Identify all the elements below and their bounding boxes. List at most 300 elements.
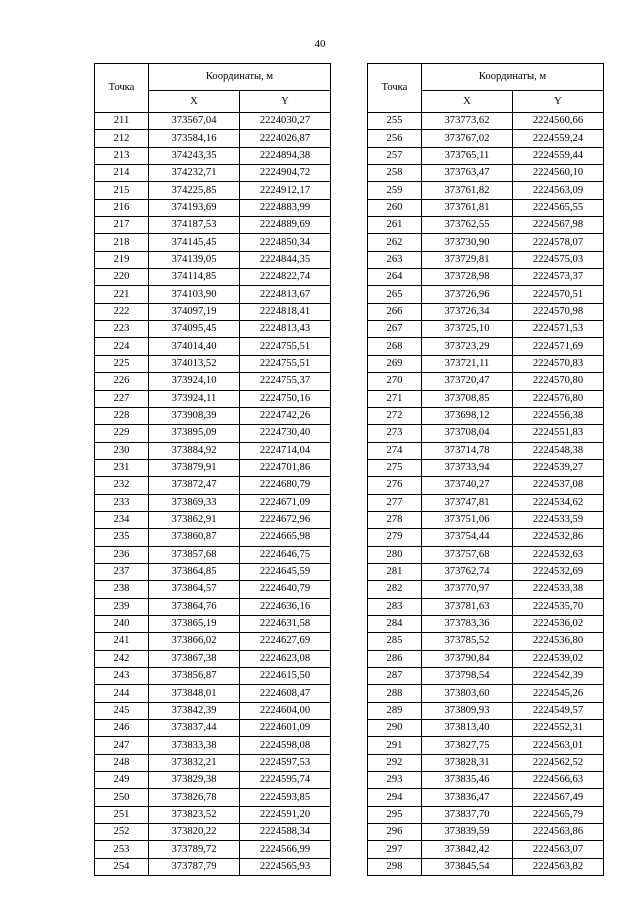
header-x: X: [422, 91, 513, 113]
table-row: [368, 668, 604, 685]
table-row: [368, 321, 604, 338]
cell-y: 2224548,38: [513, 442, 604, 459]
table-row: [95, 355, 331, 372]
cell-x: 373924,10: [149, 373, 240, 390]
cell-y: 2224533,38: [513, 581, 604, 598]
coordinates-table-right: [367, 63, 604, 876]
cell-x: 373842,42: [422, 841, 513, 858]
table-row: [368, 615, 604, 632]
table-row: [368, 754, 604, 771]
cell-point: 278: [368, 511, 422, 528]
table-row: [368, 355, 604, 372]
table-row: [368, 494, 604, 511]
table-row: [368, 702, 604, 719]
cell-y: 2224631,58: [240, 615, 331, 632]
cell-x: 373708,04: [422, 425, 513, 442]
table-row: [95, 251, 331, 268]
cell-y: 2224533,59: [513, 511, 604, 528]
table-row: [368, 650, 604, 667]
cell-x: 373763,47: [422, 165, 513, 182]
cell-x: 373837,44: [149, 720, 240, 737]
table-row: [368, 737, 604, 754]
cell-y: 2224818,41: [240, 303, 331, 320]
cell-point: 230: [95, 442, 149, 459]
cell-x: 373872,47: [149, 477, 240, 494]
cell-point: 264: [368, 269, 422, 286]
cell-point: 237: [95, 563, 149, 580]
table-row: [95, 737, 331, 754]
cell-point: 283: [368, 598, 422, 615]
cell-point: 221: [95, 286, 149, 303]
cell-y: 2224665,98: [240, 529, 331, 546]
cell-y: 2224904,72: [240, 165, 331, 182]
cell-x: 373698,12: [422, 407, 513, 424]
cell-y: 2224672,96: [240, 511, 331, 528]
cell-point: 277: [368, 494, 422, 511]
cell-x: 374187,53: [149, 217, 240, 234]
cell-y: 2224562,52: [513, 754, 604, 771]
cell-point: 275: [368, 459, 422, 476]
cell-y: 2224593,85: [240, 789, 331, 806]
cell-point: 287: [368, 668, 422, 685]
table-row: [95, 581, 331, 598]
cell-x: 373761,81: [422, 199, 513, 216]
cell-x: 373733,94: [422, 459, 513, 476]
cell-x: 373848,01: [149, 685, 240, 702]
table-row: [95, 234, 331, 251]
table-row: [95, 806, 331, 823]
table-row: [368, 529, 604, 546]
table-row: [95, 338, 331, 355]
cell-point: 262: [368, 234, 422, 251]
table-row: [368, 477, 604, 494]
table-row: [368, 390, 604, 407]
cell-y: 2224563,09: [513, 182, 604, 199]
table-row: [368, 511, 604, 528]
cell-y: 2224595,74: [240, 772, 331, 789]
cell-x: 374193,69: [149, 199, 240, 216]
cell-x: 373833,38: [149, 737, 240, 754]
cell-point: 248: [95, 754, 149, 771]
cell-y: 2224742,26: [240, 407, 331, 424]
table-row: [95, 720, 331, 737]
cell-x: 373860,87: [149, 529, 240, 546]
cell-y: 2224532,86: [513, 529, 604, 546]
cell-point: 251: [95, 806, 149, 823]
cell-point: 215: [95, 182, 149, 199]
table-row: [368, 234, 604, 251]
table-row: [95, 685, 331, 702]
coordinates-table-left: [94, 63, 331, 876]
cell-point: 253: [95, 841, 149, 858]
cell-point: 222: [95, 303, 149, 320]
cell-x: 373785,52: [422, 633, 513, 650]
cell-x: 373864,85: [149, 563, 240, 580]
cell-y: 2224560,10: [513, 165, 604, 182]
cell-y: 2224645,59: [240, 563, 331, 580]
table-row: [368, 581, 604, 598]
cell-point: 211: [95, 113, 149, 130]
cell-x: 373762,55: [422, 217, 513, 234]
cell-point: 284: [368, 615, 422, 632]
cell-x: 373757,68: [422, 546, 513, 563]
table-row: [95, 407, 331, 424]
cell-x: 373842,39: [149, 702, 240, 719]
cell-x: 373726,96: [422, 286, 513, 303]
cell-point: 282: [368, 581, 422, 598]
cell-x: 373826,78: [149, 789, 240, 806]
cell-y: 2224532,63: [513, 546, 604, 563]
table-row: [368, 130, 604, 147]
cell-x: 373773,62: [422, 113, 513, 130]
cell-y: 2224750,16: [240, 390, 331, 407]
cell-y: 2224730,40: [240, 425, 331, 442]
cell-x: 373857,68: [149, 546, 240, 563]
cell-y: 2224570,51: [513, 286, 604, 303]
cell-x: 373809,93: [422, 702, 513, 719]
cell-y: 2224563,82: [513, 858, 604, 875]
cell-y: 2224565,55: [513, 199, 604, 216]
cell-point: 293: [368, 772, 422, 789]
cell-point: 227: [95, 390, 149, 407]
cell-y: 2224560,66: [513, 113, 604, 130]
header-y: Y: [513, 91, 604, 113]
cell-x: 373864,57: [149, 581, 240, 598]
cell-x: 373884,92: [149, 442, 240, 459]
cell-y: 2224597,53: [240, 754, 331, 771]
table-row: [368, 373, 604, 390]
cell-point: 261: [368, 217, 422, 234]
table-row: [368, 442, 604, 459]
cell-y: 2224539,27: [513, 459, 604, 476]
table-row: [368, 633, 604, 650]
table-row: [368, 303, 604, 320]
cell-y: 2224571,53: [513, 321, 604, 338]
table-row: [95, 165, 331, 182]
table-row: [95, 598, 331, 615]
cell-x: 373879,91: [149, 459, 240, 476]
cell-point: 228: [95, 407, 149, 424]
cell-y: 2224701,86: [240, 459, 331, 476]
table-row: [368, 113, 604, 130]
cell-y: 2224576,80: [513, 390, 604, 407]
cell-y: 2224671,09: [240, 494, 331, 511]
table-row: [368, 199, 604, 216]
cell-x: 373813,40: [422, 720, 513, 737]
cell-point: 242: [95, 650, 149, 667]
cell-x: 374014,40: [149, 338, 240, 355]
cell-y: 2224535,70: [513, 598, 604, 615]
cell-y: 2224680,79: [240, 477, 331, 494]
table-row: [95, 147, 331, 164]
cell-point: 298: [368, 858, 422, 875]
cell-x: 373765,11: [422, 147, 513, 164]
cell-point: 255: [368, 113, 422, 130]
cell-point: 223: [95, 321, 149, 338]
cell-y: 2224640,79: [240, 581, 331, 598]
cell-x: 373835,46: [422, 772, 513, 789]
table-row: [95, 442, 331, 459]
table-row: [95, 702, 331, 719]
cell-y: 2224575,03: [513, 251, 604, 268]
cell-y: 2224570,80: [513, 373, 604, 390]
cell-y: 2224591,20: [240, 806, 331, 823]
cell-x: 373866,02: [149, 633, 240, 650]
cell-x: 373770,97: [422, 581, 513, 598]
cell-y: 2224578,07: [513, 234, 604, 251]
table-row: [368, 841, 604, 858]
cell-point: 212: [95, 130, 149, 147]
cell-y: 2224714,04: [240, 442, 331, 459]
cell-point: 258: [368, 165, 422, 182]
table-row: [368, 598, 604, 615]
cell-point: 259: [368, 182, 422, 199]
cell-point: 220: [95, 269, 149, 286]
table-row: [95, 390, 331, 407]
table-row: [95, 321, 331, 338]
table-row: [95, 650, 331, 667]
cell-x: 373767,02: [422, 130, 513, 147]
cell-point: 270: [368, 373, 422, 390]
cell-x: 373829,38: [149, 772, 240, 789]
cell-x: 373783,36: [422, 615, 513, 632]
cell-x: 373865,19: [149, 615, 240, 632]
cell-point: 276: [368, 477, 422, 494]
table-row: [95, 754, 331, 771]
table-row: [95, 789, 331, 806]
table-row: [95, 130, 331, 147]
table-row: [95, 841, 331, 858]
cell-x: 373721,11: [422, 355, 513, 372]
table-row: [368, 338, 604, 355]
cell-point: 260: [368, 199, 422, 216]
cell-point: 233: [95, 494, 149, 511]
cell-point: 292: [368, 754, 422, 771]
cell-y: 2224571,69: [513, 338, 604, 355]
cell-x: 373798,54: [422, 668, 513, 685]
cell-y: 2224813,43: [240, 321, 331, 338]
cell-x: 373584,16: [149, 130, 240, 147]
table-row: [368, 824, 604, 841]
cell-y: 2224551,83: [513, 425, 604, 442]
cell-point: 295: [368, 806, 422, 823]
header-y: Y: [240, 91, 331, 113]
cell-x: 374139,05: [149, 251, 240, 268]
cell-x: 374243,35: [149, 147, 240, 164]
cell-y: 2224889,69: [240, 217, 331, 234]
cell-point: 256: [368, 130, 422, 147]
cell-x: 374097,19: [149, 303, 240, 320]
cell-point: 239: [95, 598, 149, 615]
cell-x: 373839,59: [422, 824, 513, 841]
cell-y: 2224566,63: [513, 772, 604, 789]
table-row: [95, 199, 331, 216]
cell-y: 2224539,02: [513, 650, 604, 667]
table-row: [95, 772, 331, 789]
cell-y: 2224536,80: [513, 633, 604, 650]
cell-x: 373862,91: [149, 511, 240, 528]
cell-point: 290: [368, 720, 422, 737]
table-row: [95, 511, 331, 528]
cell-y: 2224570,98: [513, 303, 604, 320]
cell-x: 373895,09: [149, 425, 240, 442]
cell-x: 373864,76: [149, 598, 240, 615]
cell-point: 286: [368, 650, 422, 667]
cell-x: 373828,31: [422, 754, 513, 771]
cell-point: 263: [368, 251, 422, 268]
cell-y: 2224604,00: [240, 702, 331, 719]
cell-y: 2224532,69: [513, 563, 604, 580]
cell-x: 373924,11: [149, 390, 240, 407]
cell-y: 2224565,93: [240, 858, 331, 875]
cell-point: 244: [95, 685, 149, 702]
cell-point: 229: [95, 425, 149, 442]
cell-y: 2224755,51: [240, 355, 331, 372]
cell-point: 219: [95, 251, 149, 268]
cell-x: 373803,60: [422, 685, 513, 702]
table-row: [368, 286, 604, 303]
cell-point: 252: [95, 824, 149, 841]
cell-point: 289: [368, 702, 422, 719]
cell-x: 373708,85: [422, 390, 513, 407]
table-row: [368, 720, 604, 737]
table-row: [368, 425, 604, 442]
cell-point: 272: [368, 407, 422, 424]
table-row: [95, 494, 331, 511]
header-point: Точка: [368, 64, 422, 113]
cell-point: 217: [95, 217, 149, 234]
table-row: [95, 303, 331, 320]
header-coordinates: Координаты, м: [149, 64, 331, 91]
cell-x: 373725,10: [422, 321, 513, 338]
cell-x: 373790,84: [422, 650, 513, 667]
table-row: [95, 113, 331, 130]
cell-x: 373869,33: [149, 494, 240, 511]
cell-point: 216: [95, 199, 149, 216]
cell-point: 235: [95, 529, 149, 546]
cell-point: 257: [368, 147, 422, 164]
cell-y: 2224563,86: [513, 824, 604, 841]
cell-point: 238: [95, 581, 149, 598]
cell-point: 246: [95, 720, 149, 737]
table-row: [95, 824, 331, 841]
cell-point: 280: [368, 546, 422, 563]
table-row: [95, 858, 331, 875]
cell-y: 2224894,38: [240, 147, 331, 164]
cell-x: 373789,72: [149, 841, 240, 858]
cell-point: 224: [95, 338, 149, 355]
cell-y: 2224552,31: [513, 720, 604, 737]
cell-point: 240: [95, 615, 149, 632]
table-row: [95, 459, 331, 476]
cell-point: 241: [95, 633, 149, 650]
cell-point: 218: [95, 234, 149, 251]
cell-x: 373820,22: [149, 824, 240, 841]
cell-y: 2224755,51: [240, 338, 331, 355]
cell-y: 2224549,57: [513, 702, 604, 719]
cell-x: 373728,98: [422, 269, 513, 286]
table-row: [368, 685, 604, 702]
cell-y: 2224883,99: [240, 199, 331, 216]
page-number: 40: [314, 38, 326, 50]
table-row: [368, 858, 604, 875]
cell-x: 374225,85: [149, 182, 240, 199]
cell-point: 285: [368, 633, 422, 650]
cell-x: 374114,85: [149, 269, 240, 286]
table-row: [368, 182, 604, 199]
cell-point: 232: [95, 477, 149, 494]
cell-x: 373751,06: [422, 511, 513, 528]
cell-x: 373832,21: [149, 754, 240, 771]
table-row: [95, 615, 331, 632]
cell-y: 2224545,26: [513, 685, 604, 702]
cell-x: 373714,78: [422, 442, 513, 459]
cell-x: 373908,39: [149, 407, 240, 424]
cell-y: 2224567,98: [513, 217, 604, 234]
cell-x: 373729,81: [422, 251, 513, 268]
cell-y: 2224912,17: [240, 182, 331, 199]
header-x: X: [149, 91, 240, 113]
cell-y: 2224026,87: [240, 130, 331, 147]
cell-x: 373723,29: [422, 338, 513, 355]
cell-y: 2224030,27: [240, 113, 331, 130]
cell-x: 374145,45: [149, 234, 240, 251]
table-row: [368, 772, 604, 789]
cell-point: 294: [368, 789, 422, 806]
cell-x: 373781,63: [422, 598, 513, 615]
cell-y: 2224537,08: [513, 477, 604, 494]
cell-point: 288: [368, 685, 422, 702]
cell-y: 2224844,35: [240, 251, 331, 268]
cell-x: 373827,75: [422, 737, 513, 754]
table-row: [95, 425, 331, 442]
cell-point: 226: [95, 373, 149, 390]
cell-x: 373762,74: [422, 563, 513, 580]
cell-point: 274: [368, 442, 422, 459]
cell-x: 373845,54: [422, 858, 513, 875]
cell-y: 2224563,01: [513, 737, 604, 754]
cell-x: 373836,47: [422, 789, 513, 806]
cell-x: 373747,81: [422, 494, 513, 511]
cell-x: 373740,27: [422, 477, 513, 494]
table-row: [95, 286, 331, 303]
table-row: [368, 251, 604, 268]
table-row: [95, 668, 331, 685]
table-row: [95, 546, 331, 563]
table-row: [95, 373, 331, 390]
table-row: [368, 147, 604, 164]
cell-point: 291: [368, 737, 422, 754]
cell-y: 2224573,37: [513, 269, 604, 286]
table-row: [368, 459, 604, 476]
cell-y: 2224813,67: [240, 286, 331, 303]
cell-y: 2224636,16: [240, 598, 331, 615]
cell-point: 296: [368, 824, 422, 841]
cell-point: 243: [95, 668, 149, 685]
cell-y: 2224850,34: [240, 234, 331, 251]
cell-point: 234: [95, 511, 149, 528]
cell-point: 281: [368, 563, 422, 580]
cell-x: 373754,44: [422, 529, 513, 546]
cell-point: 279: [368, 529, 422, 546]
cell-y: 2224565,79: [513, 806, 604, 823]
cell-x: 374103,90: [149, 286, 240, 303]
cell-point: 265: [368, 286, 422, 303]
table-row: [368, 563, 604, 580]
cell-y: 2224556,38: [513, 407, 604, 424]
table-row: [95, 529, 331, 546]
cell-point: 249: [95, 772, 149, 789]
